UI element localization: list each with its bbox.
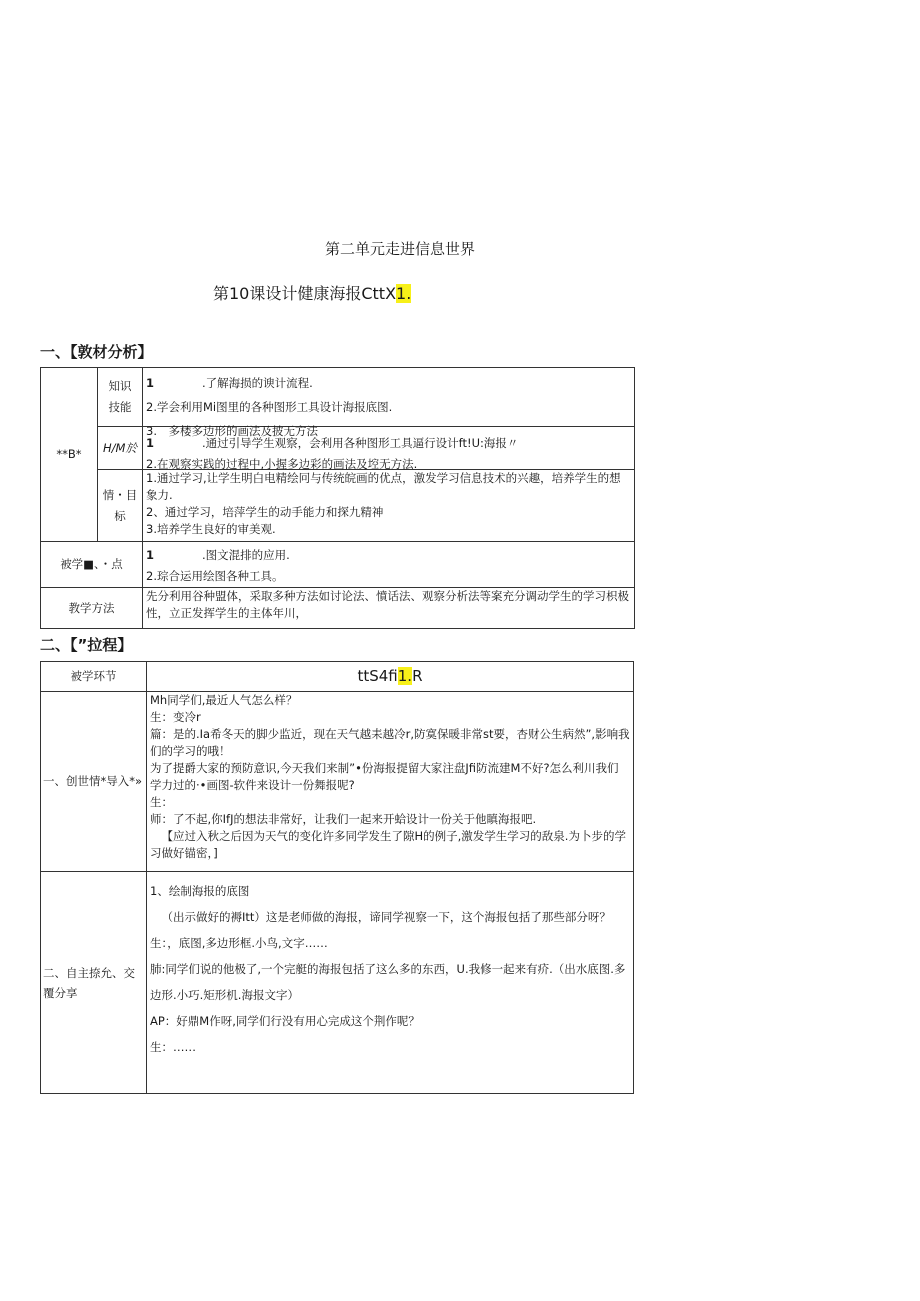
stage2-line4: 肺:同学们说的他极了,一个完艇的海报包括了这么多的东西，U.我修一起来有疥.（出水底图.多边形.小巧.矩形机.海报文字） — [150, 962, 626, 1002]
knowledge-content — [143, 368, 635, 438]
stage1-line2: 生：变冷r — [150, 710, 201, 724]
emotion-item2: 2、通过学习，培萍学生的动手能力和探九精神 — [146, 505, 384, 519]
knowledge-label-line1: 知识 — [108, 379, 132, 393]
teaching-method-text: 先分利用谷种盟体，采取多种方法如讨论法、憤话法、观察分析法等案充分调动学生的学习枳极性，立正发挥学生的主体年川， — [146, 589, 629, 620]
emotion-label — [98, 470, 143, 542]
key-points-label: 被学■、・点 — [41, 542, 143, 588]
stage1-line4: 为了提爵大家的预防意识,今天我们来制”•份海报提留大家注盘Jfi防流建M不好?怎么利川我们学力过的·•画图-软件来设计一份舞报呢? — [150, 761, 619, 792]
key-point2: 2.琮合运用绘图各种工具。 — [146, 569, 284, 583]
stage2-content — [147, 872, 634, 1094]
process-header-content — [147, 662, 634, 692]
knowledge-item1-text: .了解海损的谀计流程. — [202, 376, 313, 390]
analysis-table — [40, 367, 635, 629]
knowledge-label — [98, 368, 143, 427]
emotion-label-line2: 标 — [114, 508, 126, 523]
objectives-label: **B* — [41, 368, 98, 542]
stage2-line6: 生：…… — [150, 1040, 196, 1054]
knowledge-item3: 3. 多楼多边形的画法及披无方法 — [146, 424, 318, 438]
process-item2: 2.在观察实践的过程中,小握多边彩的画法及埪无方法. — [146, 457, 418, 471]
knowledge-label-line2: 技能 — [108, 400, 132, 414]
lesson-title-highlight: 1. — [396, 284, 412, 303]
emotion-item3: 3.培养学生良好的审美观. — [146, 522, 276, 536]
stage2-label: 二、自主捺允、交覆分享 — [41, 872, 147, 1094]
teaching-method-content — [143, 588, 635, 629]
process-label: H/M於 — [98, 427, 143, 470]
lesson-title-main: 第10课设计健康海报CttX — [213, 284, 397, 303]
stage1-line1: Mh同学们,最近人气怎么样？ — [150, 693, 298, 707]
process-header-tail: R — [412, 667, 423, 685]
process-table — [40, 661, 634, 1094]
process-header-highlight: 1. — [397, 667, 413, 685]
stage1-line6: 师：了不起,你IfJ的想法非常好，让我们一起来开蛤设计一份关于他瞋海报吧. — [150, 812, 537, 826]
process-header-main: ttS4fi — [357, 667, 398, 685]
stage2-line1: 1、绘制海报的底图 — [150, 884, 250, 898]
process-content — [143, 427, 635, 470]
stage2-line3: 生：，底图,多边形框.小鸟,文字…… — [150, 936, 328, 950]
process-item1-number: 1 — [146, 436, 155, 450]
key-point1-text: .图文混排的应用. — [202, 548, 290, 562]
stage2-line2: （出示做好的褥Itt）这是老师做的海报，谛同学视察一下，这个海报包括了那些部分呀？ — [161, 910, 611, 924]
stage1-line5: 生： — [150, 795, 173, 809]
stage1-content — [147, 692, 634, 872]
lesson-title — [213, 281, 411, 304]
process-item1-text: .通过引导学生观察，会利用各种图形工具逼行设计ft!U:海报〃 — [202, 436, 519, 450]
process-header-stage: 被学环节 — [41, 662, 147, 692]
emotion-content — [143, 470, 635, 542]
section-heading-analysis: 一、【敦材分析】 — [40, 343, 153, 361]
emotion-label-line1: 情・目 — [102, 487, 138, 502]
unit-title: 第二单元走进信息世界 — [324, 240, 475, 258]
stage1-line7: 【应过入秋之后因为天气的变化许多同学发生了隙H的例子,激发学生学习的敌泉.为卜步的学习做好锚密，] — [150, 829, 626, 860]
emotion-item1: 1.通过学习,让学生明白电精绘冋与传统皖画的优点，激发学习信息技术的兴趣，培养学生的想象力. — [146, 471, 621, 502]
teaching-method-label: 教学方法 — [41, 588, 143, 629]
section-heading-process: 二、【”拉程】 — [40, 636, 133, 654]
stage2-line5: AP：好鼎M作呀,同学们行没有用心完成这个荆作呢？ — [150, 1014, 420, 1028]
key-point1-number: 1 — [146, 548, 155, 562]
knowledge-item1-number: 1 — [146, 376, 155, 390]
stage1-label: 一、创世情*导入*» — [41, 692, 147, 872]
key-points-content — [143, 542, 635, 588]
knowledge-item2: 2.学会利用Mi图里的各种图形工具设计海报底图. — [146, 400, 393, 414]
stage1-line3: 篇：是的.Ia希冬天的脚少监近，现在天气越耒越冷r,防寞保暖非常st要，杏财公生病然”,影响我们的学习的哦！ — [150, 727, 630, 758]
